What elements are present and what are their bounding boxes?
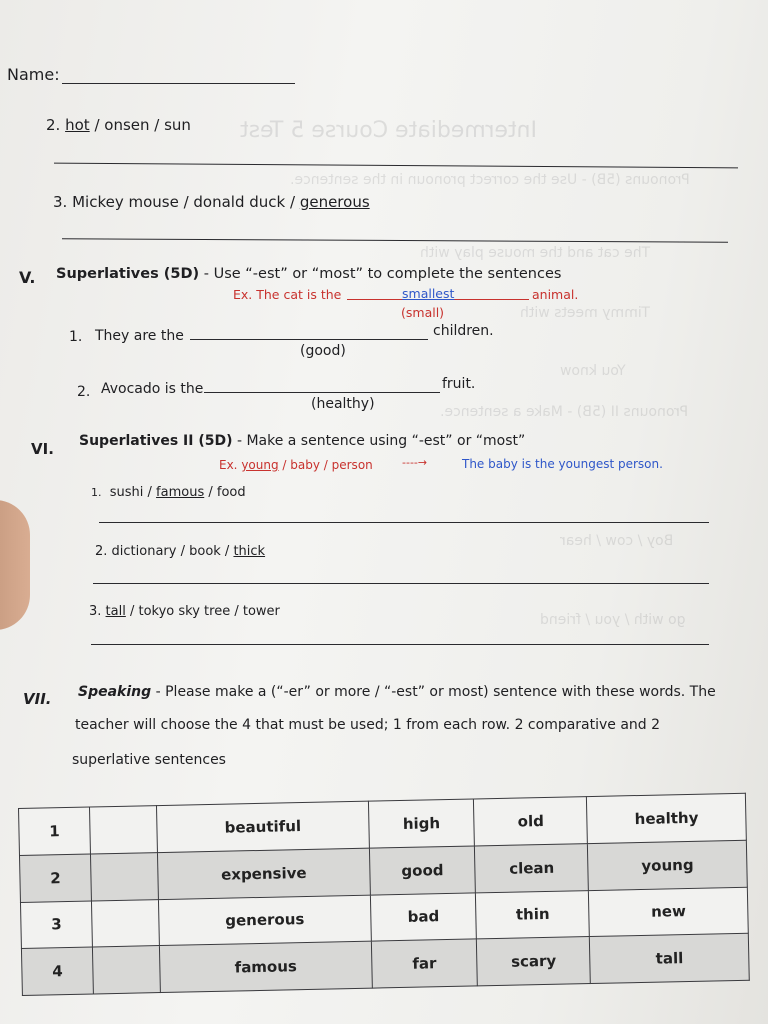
- answer-line[interactable]: [93, 583, 709, 584]
- answer-line[interactable]: [99, 522, 709, 523]
- question-2-ending: fruit.: [442, 376, 476, 392]
- name-answer-line[interactable]: [62, 83, 295, 84]
- example-prefix: Ex. The cat is the: [233, 287, 342, 302]
- example-suffix: animal.: [532, 287, 579, 302]
- question-3: [53, 193, 370, 211]
- name-label: Name:: [7, 65, 60, 84]
- question-number: 3.: [89, 604, 102, 619]
- holding-thumb: [0, 500, 30, 630]
- word-cell: expensive: [157, 848, 370, 899]
- answer-line[interactable]: [190, 339, 428, 340]
- question-1: [91, 485, 246, 500]
- bleed-through-text: You know: [560, 363, 626, 379]
- section-7-numeral: VII.: [23, 690, 52, 708]
- example-2-arrow: ----→: [402, 456, 428, 469]
- question-2-number: 2.: [77, 384, 91, 400]
- target-word: famous: [156, 485, 205, 500]
- question-number: 2.: [46, 116, 61, 134]
- section-7-line-2: teacher will choose the 4 that must be used; 1 from each row. 2 comparative and 2: [75, 717, 661, 733]
- section-6-instruction: - Make a sentence using “-est” or “most”: [232, 433, 526, 449]
- word-cell: thin: [476, 890, 590, 939]
- example-2-answer: The baby is the youngest person.: [462, 457, 663, 471]
- target-word: tall: [105, 604, 126, 619]
- example-2-rest: / baby / person: [278, 458, 373, 472]
- target-word: generous: [299, 193, 370, 211]
- question-2: [95, 544, 265, 559]
- example-hint: (small): [401, 305, 445, 320]
- example-2: [219, 458, 373, 472]
- word-cell: famous: [159, 941, 372, 992]
- section-7-line-3: superlative sentences: [72, 752, 226, 768]
- question-text: / tokyo sky tree / tower: [125, 604, 280, 619]
- example-2-prefix: Ex.: [219, 458, 242, 472]
- word-cell: high: [368, 799, 475, 848]
- section-5-title: Superlatives (5D): [56, 266, 200, 282]
- bleed-through-text: go with / you / friend: [540, 612, 686, 628]
- section-6-numeral: VI.: [31, 440, 54, 458]
- word-cell: bad: [370, 892, 477, 941]
- word-cell: tall: [590, 933, 750, 983]
- word-cell: healthy: [587, 793, 747, 843]
- blank-cell: [92, 946, 160, 994]
- question-1-number: 1.: [69, 329, 83, 345]
- target-word: thick: [233, 544, 266, 559]
- row-number: 3: [20, 900, 92, 948]
- question-1-hint: (good): [300, 343, 346, 359]
- blank-cell: [89, 806, 157, 854]
- section-5-instruction: - Use “-est” or “most” to complete the sentences: [199, 266, 562, 282]
- question-1-ending: children.: [433, 323, 494, 339]
- word-cell: clean: [475, 843, 589, 892]
- target-word: hot: [65, 116, 90, 134]
- word-cell: young: [588, 840, 748, 890]
- question-3: [89, 604, 280, 619]
- question-number: 1.: [91, 486, 102, 499]
- bleed-through-text: Timmy meets with: [520, 305, 650, 321]
- answer-line[interactable]: [54, 163, 738, 169]
- word-cell: old: [474, 797, 588, 846]
- blank-cell: [90, 852, 158, 900]
- section-7-instruction: - Please make a (“-er” or more / “-est” or most) sentence with these words. The: [151, 684, 716, 700]
- section-7-line-1: [78, 684, 716, 700]
- question-text: sushi /: [109, 485, 157, 500]
- word-cell: scary: [477, 937, 591, 986]
- word-table: [18, 793, 750, 996]
- word-cell: good: [369, 846, 476, 895]
- question-number: 2.: [95, 544, 108, 559]
- example-answer: smallest: [402, 286, 455, 301]
- question-2-text: Avocado is the: [101, 381, 204, 397]
- bleed-through-text: Pronouns (5B) - Use the correct pronoun in the sentence.: [290, 172, 690, 188]
- answer-line[interactable]: [91, 644, 709, 645]
- bleed-through-text: Boy / cow / hear: [560, 533, 674, 549]
- question-text: dictionary / book /: [111, 544, 234, 559]
- row-number: 4: [21, 947, 93, 995]
- question-text: / food: [204, 485, 246, 500]
- word-cell: beautiful: [156, 801, 369, 852]
- section-7-title: Speaking: [78, 684, 152, 700]
- question-text: Mickey mouse / donald duck /: [72, 193, 300, 211]
- word-cell: generous: [158, 895, 371, 946]
- section-5-numeral: V.: [19, 268, 36, 287]
- word-cell: new: [589, 887, 749, 937]
- word-cell: far: [371, 939, 478, 988]
- bleed-through-text: The cat and the mouse play with: [420, 245, 651, 261]
- row-number: 1: [19, 807, 91, 855]
- question-text: / onsen / sun: [89, 116, 191, 134]
- section-5-heading: [56, 266, 561, 282]
- example-2-word: young: [241, 458, 279, 472]
- section-6-heading: [79, 433, 525, 449]
- answer-line[interactable]: [204, 392, 440, 393]
- answer-line[interactable]: [62, 238, 728, 242]
- bleed-through-text: Intermediate Course 5 Test: [240, 118, 538, 143]
- section-6-title: Superlatives II (5D): [79, 433, 233, 449]
- bleed-through-text: Pronouns II (5B) - Make a sentence.: [440, 404, 689, 420]
- row-number: 2: [19, 854, 91, 902]
- question-2: [46, 116, 191, 134]
- question-2-hint: (healthy): [311, 396, 375, 412]
- question-number: 3.: [53, 193, 68, 211]
- blank-cell: [91, 899, 159, 947]
- question-1-text: They are the: [95, 328, 184, 344]
